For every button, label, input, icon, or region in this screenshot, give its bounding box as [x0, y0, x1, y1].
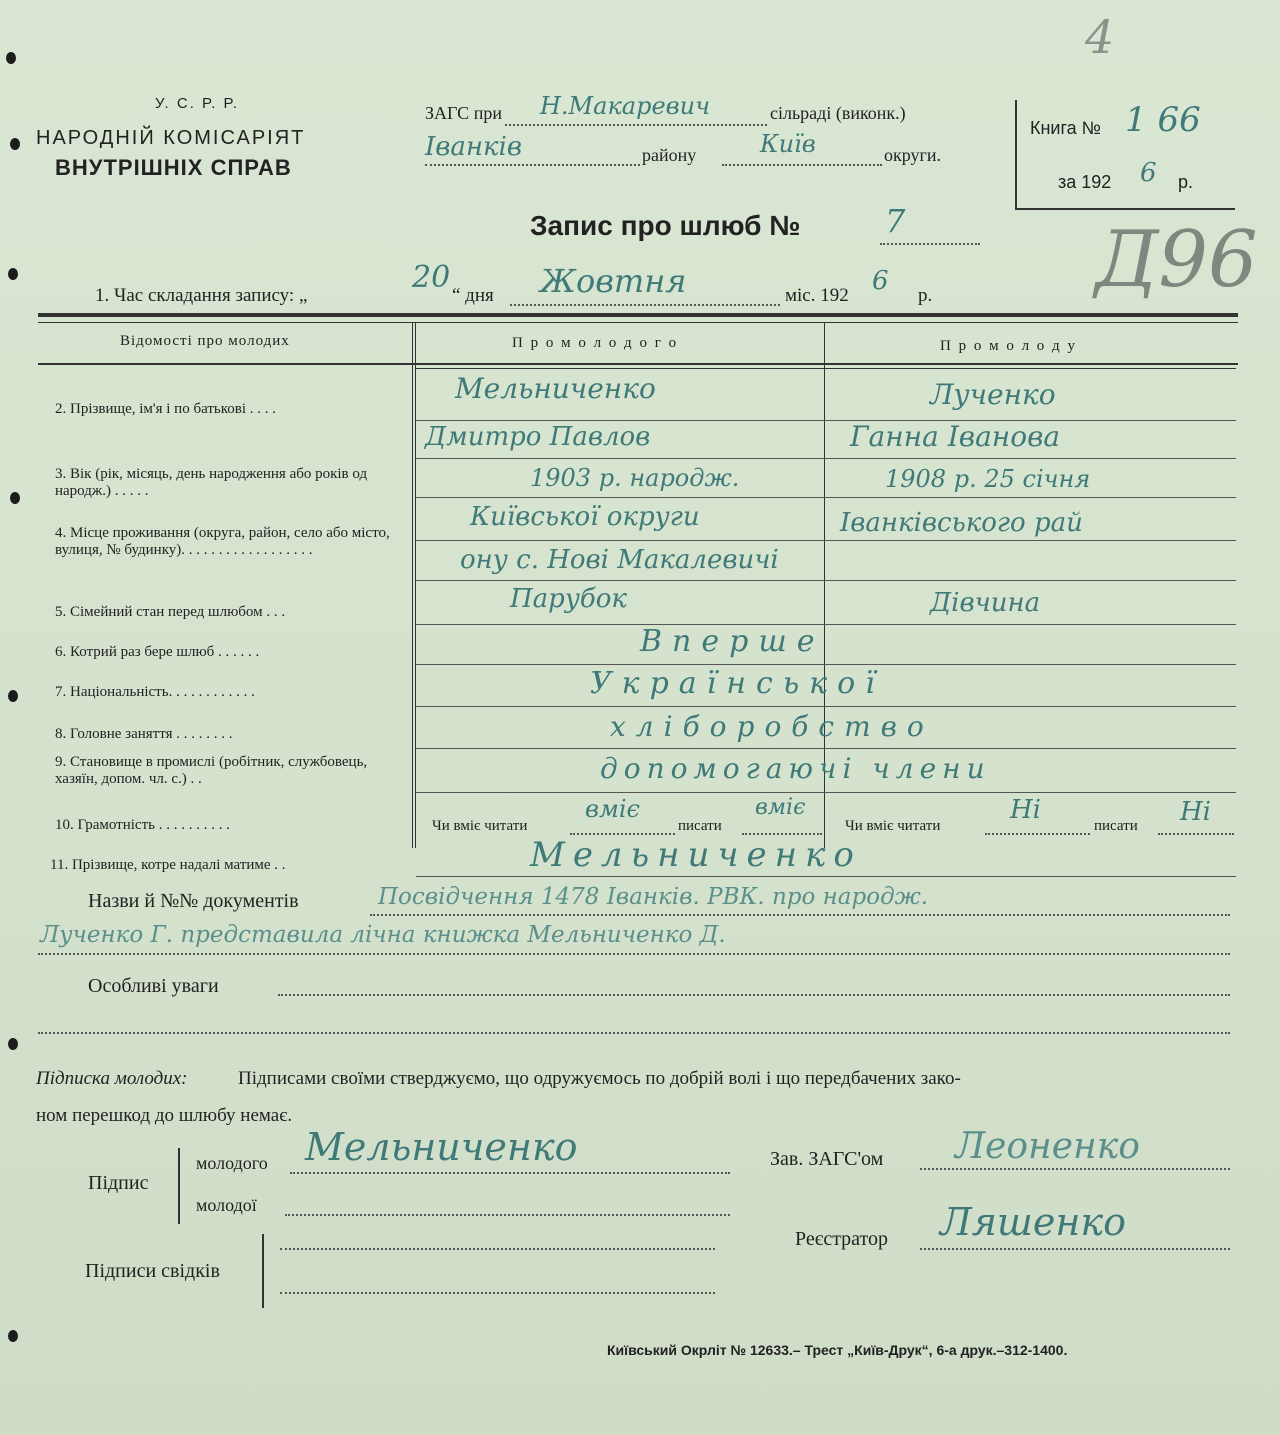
groom-residence: Київської округи [470, 502, 700, 532]
groom-signature-handwritten: Мельниченко [305, 1125, 578, 1169]
bride-given-names: Ганна Іванова [850, 420, 1061, 453]
okrug-handwritten: Київ [760, 130, 816, 158]
bride-read-label: Чи вміє читати [845, 818, 941, 834]
record-title: Запис про шлюб № [530, 210, 801, 241]
registrar-label: Реєстратор [795, 1228, 889, 1250]
bride-surname: Лученко [930, 378, 1056, 411]
zags-head-signature: Леоненко [955, 1126, 1140, 1167]
okrug-label: округи. [884, 145, 942, 165]
pencil-mark-top: 4 [1085, 10, 1115, 64]
entry-time-label: 1. Час складання запису: „ [95, 285, 308, 306]
remarks-label: Особливі уваги [88, 975, 219, 997]
shared-residence: ону с. Нові Макалевичі [460, 545, 779, 575]
entry-year-suffix: р. [918, 285, 933, 306]
signature-label: Підпис [88, 1172, 149, 1194]
row-label-age: 3. Вік (рік, місяць, день народження або років од народж.) . . . . . [55, 466, 368, 499]
zags-head-label: Зав. ЗАГС'ом [770, 1148, 884, 1170]
entry-day-label: “ дня [452, 285, 494, 306]
nationality: Української [590, 666, 885, 701]
documents-handwritten-2: Лученко Г. представила лічна книжка Мельниченко Д. [40, 922, 726, 948]
bride-residence: Іванківського рай [840, 508, 1083, 538]
punch-hole [6, 52, 16, 64]
printer-footer: Київський Окрліт № 12633.– Трест „Київ-Друк“, 6-а друк.–312-1400. [607, 1342, 1068, 1358]
punch-hole [10, 492, 20, 504]
book-year-suffix: р. [1178, 172, 1194, 192]
column-header-bride: П р о м о л о д у [940, 338, 1077, 354]
pencil-mark-right: Д96 [1095, 215, 1258, 305]
punch-hole [8, 1038, 18, 1050]
entry-month-label: міс. 192 [785, 285, 849, 306]
village-council-label: сільраді (виконк.) [770, 103, 906, 123]
bride-signature-label: молодої [196, 1195, 257, 1215]
district-label: району [642, 145, 697, 165]
industry-position: допомогаючі члени [600, 752, 991, 785]
bride-write-label: писати [1094, 818, 1138, 834]
groom-birth: 1903 р. народж. [530, 464, 740, 492]
row-label-literacy: 10. Грамотність . . . . . . . . . . [55, 817, 230, 833]
groom-marital-status: Парубок [510, 584, 627, 614]
commissariat-heading: НАРОДНІЙ КОМІСАРІЯТ [36, 127, 306, 149]
groom-given-names: Дмитро Павлов [425, 422, 651, 452]
entry-month-handwritten: Жовтня [540, 262, 687, 300]
book-label: Книга № [1030, 118, 1101, 138]
column-header-info: Відомості про молодих [120, 333, 290, 349]
book-number-handwritten: 1 66 [1125, 100, 1201, 140]
groom-write-label: писати [678, 818, 722, 834]
row-label-name: 2. Прізвище, ім'я і по батькові . . . . [55, 401, 277, 417]
row-label-nationality: 7. Національність. . . . . . . . . . . . [55, 684, 255, 700]
row-label-marriage-count: 6. Котрий раз бере шлюб . . . . . . [55, 644, 260, 660]
book-year-prefix: за 192 [1058, 172, 1112, 192]
bride-birth: 1908 р. 25 січня [885, 465, 1091, 493]
row-label-future-surname: 11. Прізвище, котре надалі матиме . . [50, 857, 286, 873]
column-header-groom: П р о м о л о д о г о [512, 335, 679, 351]
bride-marital-status: Дівчина [930, 588, 1041, 618]
future-surname: Мельниченко [530, 835, 862, 875]
row-label-marital-status: 5. Сімейний стан перед шлюбом . . . [55, 604, 286, 620]
punch-hole [8, 690, 18, 702]
bride-write-value: Ні [1180, 797, 1211, 827]
groom-read-value: вміє [585, 795, 640, 823]
documents-label: Назви й №№ документів [88, 890, 299, 912]
groom-read-label: Чи вміє читати [432, 818, 528, 834]
row-label-occupation: 8. Головне заняття . . . . . . . . [55, 726, 233, 742]
declaration-text-1: Підписами своїми стверджуємо, що одружуємось по добрій волі і що передбачених зако- [238, 1068, 961, 1089]
declaration-lead: Підписка молодих: [36, 1068, 188, 1089]
ussr-heading: У. С. Р. Р. [155, 95, 239, 112]
declaration-text-2: ном перешкод до шлюбу немає. [36, 1105, 293, 1126]
record-number-handwritten: 7 [885, 202, 906, 240]
zags-name-handwritten: Н.Макаревич [540, 92, 711, 120]
district-handwritten: Іванків [425, 132, 523, 162]
punch-hole [8, 1330, 18, 1342]
registrar-signature: Ляшенко [940, 1200, 1126, 1244]
entry-day-handwritten: 20 [412, 260, 451, 295]
entry-year-handwritten: 6 [872, 266, 889, 296]
groom-surname: Мельниченко [455, 372, 656, 405]
punch-hole [10, 138, 20, 150]
groom-write-value: вміє [755, 795, 806, 820]
punch-hole [8, 268, 18, 280]
witnesses-label: Підписи свідків [85, 1260, 220, 1282]
department-heading: ВНУТРІШНІХ СПРАВ [55, 155, 292, 180]
zags-prefix-label: ЗАГС при [425, 103, 502, 123]
row-label-industry-position: 9. Становище в промислі (робітник, службовець, хазяїн, допом. чл. с.) . . [55, 754, 368, 787]
marriage-count: Вперше [640, 624, 825, 659]
bride-read-value: Ні [1010, 795, 1041, 825]
groom-signature-label: молодого [196, 1153, 268, 1173]
documents-handwritten-1: Посвідчення 1478 Іванків. РВК. про народж. [378, 884, 929, 910]
row-label-residence: 4. Місце проживання (округа, район, село або місто, вулиця, № будинку). . . . . . . . . . . . . . . . . . [55, 525, 390, 558]
book-year-handwritten: 6 [1140, 158, 1157, 188]
occupation: хліборобство [610, 710, 934, 743]
